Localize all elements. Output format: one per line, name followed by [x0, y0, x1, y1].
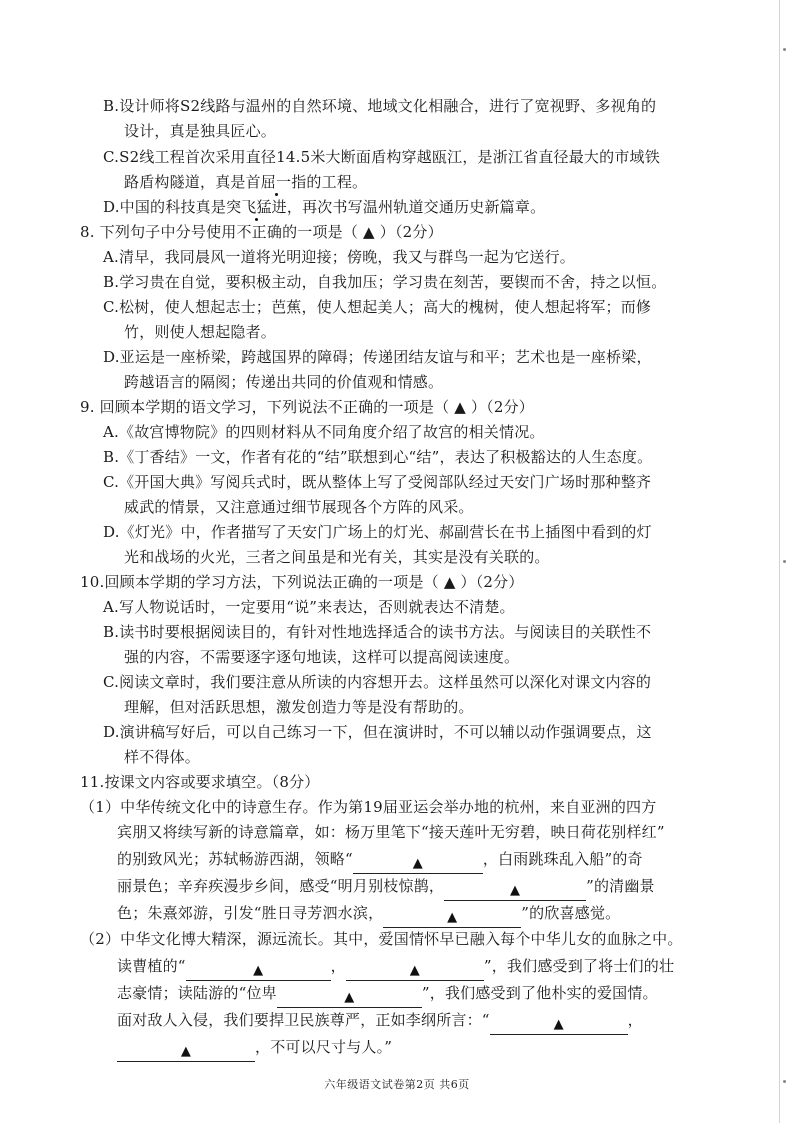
page-footer: 六年级语文试卷第2页 共6页 [324, 1078, 470, 1091]
option-7d: D.中国的科技真是突飞猛进，再次书写温州轨道交通历史新篇章。 [103, 198, 546, 216]
binding-mark [783, 48, 786, 51]
option-9a: A.《故宫博物院》的四则材料从不同角度介绍了故宫的相关情况。 [103, 423, 545, 441]
option-9d-line1: D.《灯光》中，作者描写了天安门广场上的灯光、郝副营长在书上插图中看到的灯 [103, 523, 652, 541]
blank-triangle-icon: ▲ [253, 963, 264, 978]
answer-blank[interactable] [444, 882, 586, 901]
option-7c-line1: C.S2线工程首次采用直径14.5米大断面盾构穿越瓯江，是浙江省直径最大的市域铁 [103, 148, 660, 166]
q11-part1-line5: 色；朱熹郊游，引发“胜日寻芳泗水滨， ▲ ”的欣喜感觉。 [117, 903, 620, 928]
q11-part1-line2: 宾朋又将续写新的诗意篇章，如：杨万里笔下“接天莲叶无穷碧，映日荷花别样红” [117, 823, 665, 841]
q11-part1-line1: （1）中华传统文化中的诗意生存。作为第19届亚运会举办地的杭州，来自亚洲的四方 [80, 798, 657, 816]
blank-triangle-icon: ▲ [509, 883, 521, 898]
q11-part2-line4: 面对敌人入侵，我们要捍卫民族尊严，正如李纲所言：“ ▲ ， [117, 1010, 643, 1035]
binding-mark [783, 1080, 786, 1083]
binding-edge-line [779, 0, 780, 1123]
answer-blank[interactable] [277, 989, 422, 1008]
q11-part1-line4: 丽景色；辛弃疾漫步乡间，感受“明月别枝惊鹊， ▲ ”的清幽景 [117, 876, 655, 901]
option-10d-line2: 样不得体。 [124, 748, 201, 766]
blank-triangle-icon: ▲ [180, 1044, 192, 1059]
q11-part2-line2: 读曹植的“ ▲ ， ▲ ”，我们感受到了将士们的壮 [117, 956, 674, 981]
option-10b-line2: 强的内容，不需要逐字逐句地读，这样可以提高阅读速度。 [124, 648, 520, 666]
question-9: 9. 回顾本学期的语文学习，下列说法不正确的一项是（ ▲ ）（2分） [80, 398, 534, 416]
answer-blank[interactable] [490, 1016, 628, 1035]
option-7c-line2: 路盾构隧道，真是首屈一指的工程。 [124, 173, 368, 191]
option-8d-line2: 跨越语言的隔阂；传递出共同的价值观和情感。 [124, 373, 444, 391]
option-9b: B.《丁香结》一文，作者有花的“结”联想到心“结”，表达了积极豁达的人生态度。 [103, 448, 653, 466]
option-8a: A.清早，我同晨风一道将光明迎接；傍晚，我又与群鸟一起为它送行。 [103, 248, 576, 266]
blank-triangle-icon: ▲ [344, 990, 355, 1005]
option-10b-line1: B.读书时要根据阅读目的，有针对性地选择适合的读书方法。与阅读目的关联性不 [103, 623, 652, 641]
question-8: 8. 下列句子中分号使用不正确的一项是（ ▲ ）（2分） [80, 223, 443, 241]
option-10c-line1: C.阅读文章时，我们要注意从所读的内容想开去。这样虽然可以深化对课文内容的 [103, 673, 652, 691]
option-7b-line1: B.设计师将S2线路与温州的自然环境、地域文化相融合，进行了宽视野、多视角的 [103, 97, 657, 115]
option-9c-line1: C.《开国大典》写阅兵式时，既从整体上写了受阅部队经过天安门广场时那种整齐 [103, 473, 652, 491]
option-10c-line2: 理解，但对活跃思想，激发创造力等是没有帮助的。 [124, 698, 474, 716]
option-8b: B.学习贵在自觉，要积极主动，自我加压；学习贵在刻苦，要锲而不舍，持之以恒。 [103, 273, 667, 291]
option-8d-line1: D.亚运是一座桥梁，跨越国界的障碍；传递团结友谊与和平；艺术也是一座桥梁， [103, 348, 652, 366]
blank-triangle-icon: ▲ [412, 856, 423, 871]
binding-mark [783, 560, 786, 563]
option-10a: A.写人物说话时，一定要用“说”来表达，否则就表达不清楚。 [103, 598, 515, 616]
answer-blank[interactable] [346, 962, 484, 981]
q11-part2-line1: （2）中华文化博大精深，源远流长。其中，爱国情怀早已融入每个中华儿女的血脉之中。 [80, 930, 683, 948]
option-9d-line2: 光和战场的火光，三者之间虽是和光有关，其实是没有关联的。 [124, 548, 550, 566]
answer-blank[interactable] [117, 1043, 255, 1062]
blank-triangle-icon: ▲ [447, 910, 458, 925]
blank-triangle-icon: ▲ [553, 1017, 564, 1032]
answer-blank[interactable] [186, 962, 331, 981]
dotted-phrase: 首屈一指 [245, 173, 307, 191]
option-8c-line1: C.松树，使人想起志士；芭蕉，使人想起美人；高大的槐树，使人想起将军；而修 [103, 298, 652, 316]
question-11: 11.按课文内容或要求填空。（8分） [80, 773, 320, 791]
dotted-phrase: 突飞猛进 [226, 198, 287, 216]
blank-triangle-icon: ▲ [409, 963, 420, 978]
option-9c-line2: 威武的情景，又注意通过细节展现各个方阵的风采。 [124, 498, 474, 516]
answer-blank[interactable] [353, 855, 483, 874]
question-10: 10.回顾本学期的学习方法，下列说法正确的一项是（ ▲ ）（2分） [80, 573, 524, 591]
answer-blank[interactable] [383, 909, 521, 928]
option-10d-line1: D.演讲稿写好后，可以自己练习一下，但在演讲时，不可以辅以动作强调要点，这 [103, 723, 652, 741]
option-7b-line2: 设计，真是独具匠心。 [124, 122, 277, 140]
option-8c-line2: 竹，则使人想起隐者。 [124, 323, 277, 341]
q11-part2-line5: ▲ ，不可以尺寸与人。” [117, 1037, 392, 1062]
q11-part2-line3: 志豪情；读陆游的“位卑 ▲ ”，我们感受到了他朴实的爱国情。 [117, 983, 658, 1008]
q11-part1-line3: 的别致风光；苏轼畅游西湖，领略“ ▲ ，白雨跳珠乱入船”的奇 [117, 849, 643, 874]
